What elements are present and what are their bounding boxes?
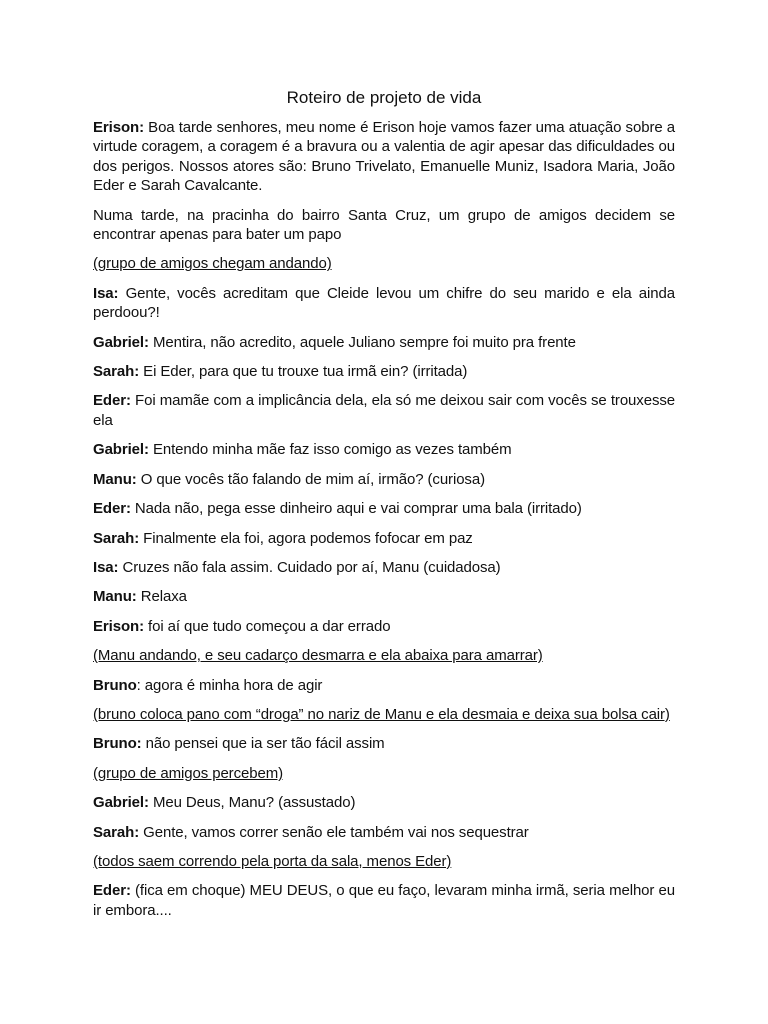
speaker-name: Bruno:	[93, 735, 142, 753]
speaker-name: Bruno	[93, 676, 137, 694]
speaker-name: Eder:	[93, 882, 131, 900]
document-title: Roteiro de projeto de vida	[286, 88, 482, 107]
script-line	[93, 118, 675, 196]
script-line	[93, 881, 675, 920]
speaker-name: Gabriel:	[93, 794, 149, 812]
line-text: Boa tarde senhores, meu nome é Erison hoje vamos fazer uma atuação sobre a virtude coragem, a coragem é a bravura ou a valentia de agir apesar das dificuldades ou dos perigos. Nossos atores são: Bruno Trivelato, Emanuelle Muniz, Isadora Maria, João Eder e Sarah Cavalcante.	[93, 119, 675, 195]
stage-direction	[93, 764, 675, 783]
line-text: Numa tarde, na pracinha do bairro Santa Cruz, um grupo de amigos decidem se encontrar apenas para bater um papo	[93, 206, 675, 244]
line-text: Nada não, pega esse dinheiro aqui e vai comprar uma bala (irritado)	[130, 500, 582, 518]
line-text: (fica em choque) MEU DEUS, o que eu faço, levaram minha irmã, seria melhor eu ir embora....	[93, 882, 675, 919]
speaker-name: Eder:	[93, 500, 131, 518]
script-line	[93, 333, 675, 352]
line-text: não pensei que ia ser tão fácil assim	[141, 735, 385, 753]
script-line	[93, 284, 675, 323]
script-line	[93, 470, 675, 489]
script-line	[93, 823, 675, 842]
line-text: Ei Eder, para que tu trouxe tua irmã ein? (irritada)	[139, 363, 468, 381]
line-text: Meu Deus, Manu? (assustado)	[148, 794, 356, 812]
speaker-name: Isa:	[93, 284, 119, 302]
script-line	[93, 793, 675, 812]
line-text: Cruzes não fala assim. Cuidado por aí, Manu (cuidadosa)	[118, 558, 501, 576]
line-text: (todos saem correndo pela porta da sala, menos Eder)	[93, 852, 452, 870]
speaker-name: Manu:	[93, 470, 137, 488]
line-text: Gente, vocês acreditam que Cleide levou um chifre do seu marido e ela ainda perdoou?!	[93, 284, 675, 322]
document-body	[93, 118, 675, 930]
line-text: Finalmente ela foi, agora podemos fofocar em paz	[139, 529, 473, 547]
line-text: (grupo de amigos percebem)	[93, 764, 283, 782]
stage-direction	[93, 705, 675, 724]
script-line	[93, 440, 675, 459]
script-line	[93, 558, 675, 577]
stage-direction	[93, 852, 675, 871]
speaker-name: Manu:	[93, 588, 137, 606]
script-line	[93, 676, 675, 695]
line-text: Entendo minha mãe faz isso comigo as vezes também	[148, 441, 512, 459]
line-text: O que vocês tão falando de mim aí, irmão? (curiosa)	[136, 470, 485, 488]
stage-direction	[93, 254, 675, 273]
script-line	[93, 529, 675, 548]
script-line	[93, 391, 675, 430]
speaker-name: Isa:	[93, 558, 119, 576]
script-line	[93, 499, 675, 518]
speaker-name: Gabriel:	[93, 441, 149, 459]
line-text: (grupo de amigos chegam andando)	[93, 255, 332, 273]
line-text: Mentira, não acredito, aquele Juliano sempre foi muito pra frente	[148, 333, 576, 351]
script-line	[93, 617, 675, 636]
script-line	[93, 362, 675, 381]
speaker-name: Sarah:	[93, 529, 140, 547]
speaker-name: Gabriel:	[93, 333, 149, 351]
line-text: foi aí que tudo começou a dar errado	[143, 617, 391, 635]
line-text: Relaxa	[136, 588, 187, 606]
speaker-name: Sarah:	[93, 823, 140, 841]
speaker-name: Eder:	[93, 392, 131, 410]
speaker-name: Erison:	[93, 617, 144, 635]
line-text: Foi mamãe com a implicância dela, ela só me deixou sair com vocês se trouxesse ela	[93, 392, 675, 429]
line-text: : agora é minha hora de agir	[136, 676, 323, 694]
script-line	[93, 587, 675, 606]
line-text: Gente, vamos correr senão ele também vai nos sequestrar	[139, 823, 529, 841]
script-line	[93, 206, 675, 245]
speaker-name: Sarah:	[93, 363, 140, 381]
line-text: (Manu andando, e seu cadarço desmarra e ela abaixa para amarrar)	[93, 647, 543, 665]
speaker-name: Erison:	[93, 119, 144, 136]
stage-direction	[93, 646, 675, 665]
script-line	[93, 734, 675, 753]
line-text: (bruno coloca pano com “droga” no nariz de Manu e ela desmaia e deixa sua bolsa cair)	[93, 705, 670, 723]
